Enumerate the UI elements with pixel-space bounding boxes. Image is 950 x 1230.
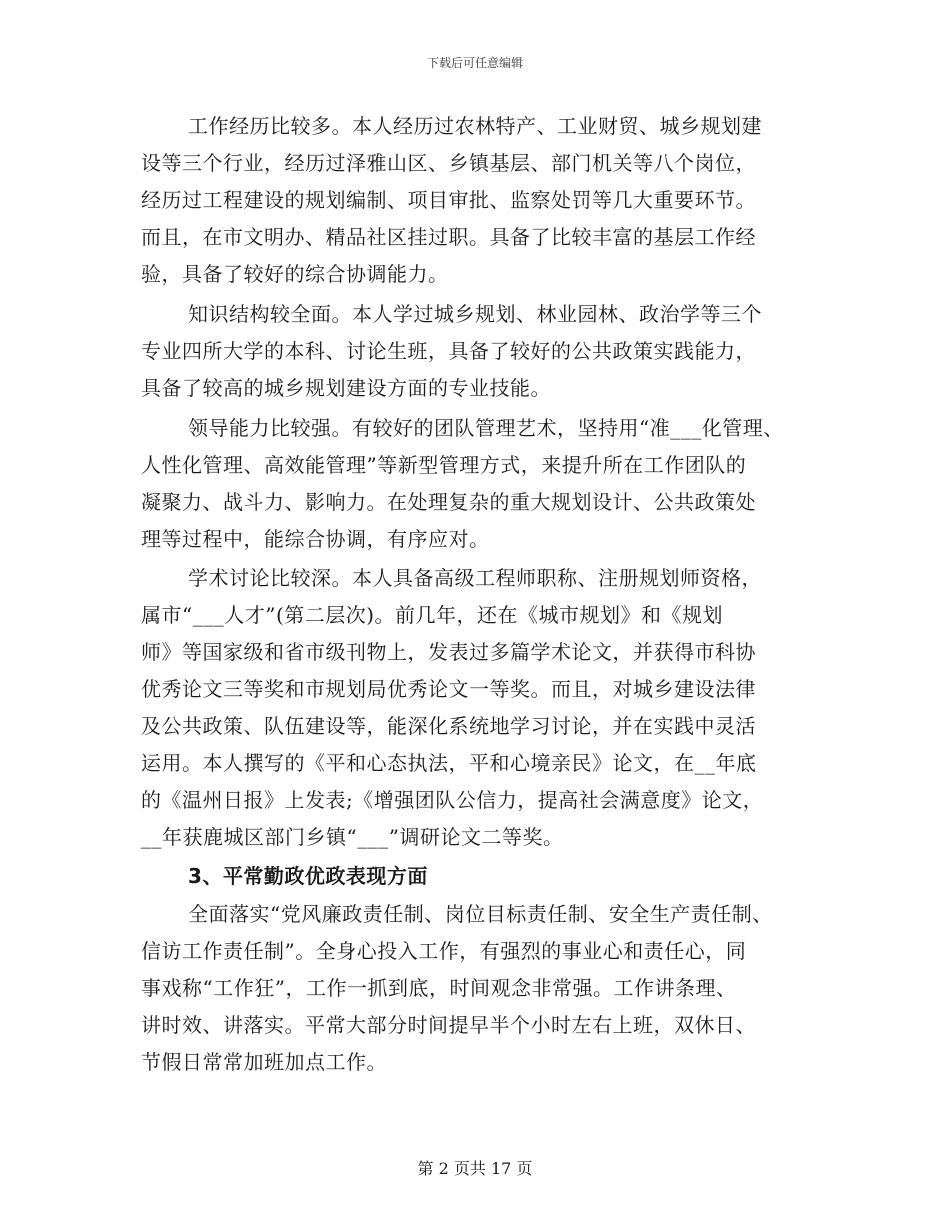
- text-line: 知识结构较全面。本人学过城乡规划、林业园林、政治学等三个: [188, 302, 762, 326]
- text-line: 及公共政策、队伍建设等，能深化系统地学习讨论，并在实践中灵活: [141, 714, 756, 738]
- text-line: 全面落实“党风廉政责任制、岗位目标责任制、安全生产责任制、: [188, 902, 773, 926]
- section-heading: 3、平常勤政优政表现方面: [188, 864, 428, 888]
- text-line: 师》等国家级和省市级刊物上，发表过多篇学术论文，并获得市科协: [141, 640, 756, 664]
- text-line: 运用。本人撰写的《平和心态执法，平和心境亲民》论文，在__年底: [141, 751, 757, 775]
- text-line: 而且，在市文明办、精品社区挂过职。具备了比较丰富的基层工作经: [141, 225, 756, 249]
- text-line: 验，具备了较好的综合协调能力。: [141, 262, 449, 286]
- text-line: 信访工作责任制”。全身心投入工作，有强烈的事业心和责任心，同: [141, 939, 747, 963]
- text-line: 专业四所大学的本科、讨论生班，具备了较好的公共政策实践能力，: [141, 339, 756, 363]
- text-line: 讲时效、讲落实。平常大部分时间提早半个小时左右上班，双休日、: [141, 1013, 756, 1037]
- text-line: 领导能力比较强。有较好的团队管理艺术，坚持用“准___化管理、: [188, 416, 784, 440]
- text-line: 凝聚力、战斗力、影响力。在处理复杂的重大规划设计、公共政策处: [141, 490, 756, 514]
- text-line: 事戏称“工作狂”，工作一抓到底，时间观念非常强。工作讲条理、: [141, 976, 737, 1000]
- text-line: 理等过程中，能综合协调，有序应对。: [141, 527, 490, 551]
- text-line: 人性化管理、高效能管理”等新型管理方式，来提升所在工作团队的: [141, 453, 747, 477]
- page-header: 下载后可任意编辑: [426, 56, 523, 70]
- text-line: 工作经历比较多。本人经历过农林特产、工业财贸、城乡规划建: [188, 114, 762, 138]
- text-line: 的《温州日报》上发表;《增强团队公信力，提高社会满意度》论文，: [141, 788, 764, 812]
- text-line: 学术讨论比较深。本人具备高级工程师职称、注册规划师资格，: [188, 566, 762, 590]
- text-line: 属市“___人才”(第二层次)。前几年，还在《城市规划》和《规划: [141, 603, 724, 627]
- text-line: 优秀论文三等奖和市规划局优秀论文一等奖。而且，对城乡建设法律: [141, 677, 756, 701]
- text-line: 设等三个行业，经历过泽雅山区、乡镇基层、部门机关等八个岗位，: [141, 151, 756, 175]
- page-footer: 第 2 页共 17 页: [417, 1159, 533, 1178]
- text-line: 具备了较高的城乡规划建设方面的专业技能。: [141, 376, 551, 400]
- text-line: 节假日常常加班加点工作。: [141, 1050, 387, 1074]
- text-line: __年获鹿城区部门乡镇“___”调研论文二等奖。: [141, 825, 564, 849]
- text-line: 经历过工程建设的规划编制、项目审批、监察处罚等几大重要环节。: [141, 188, 756, 212]
